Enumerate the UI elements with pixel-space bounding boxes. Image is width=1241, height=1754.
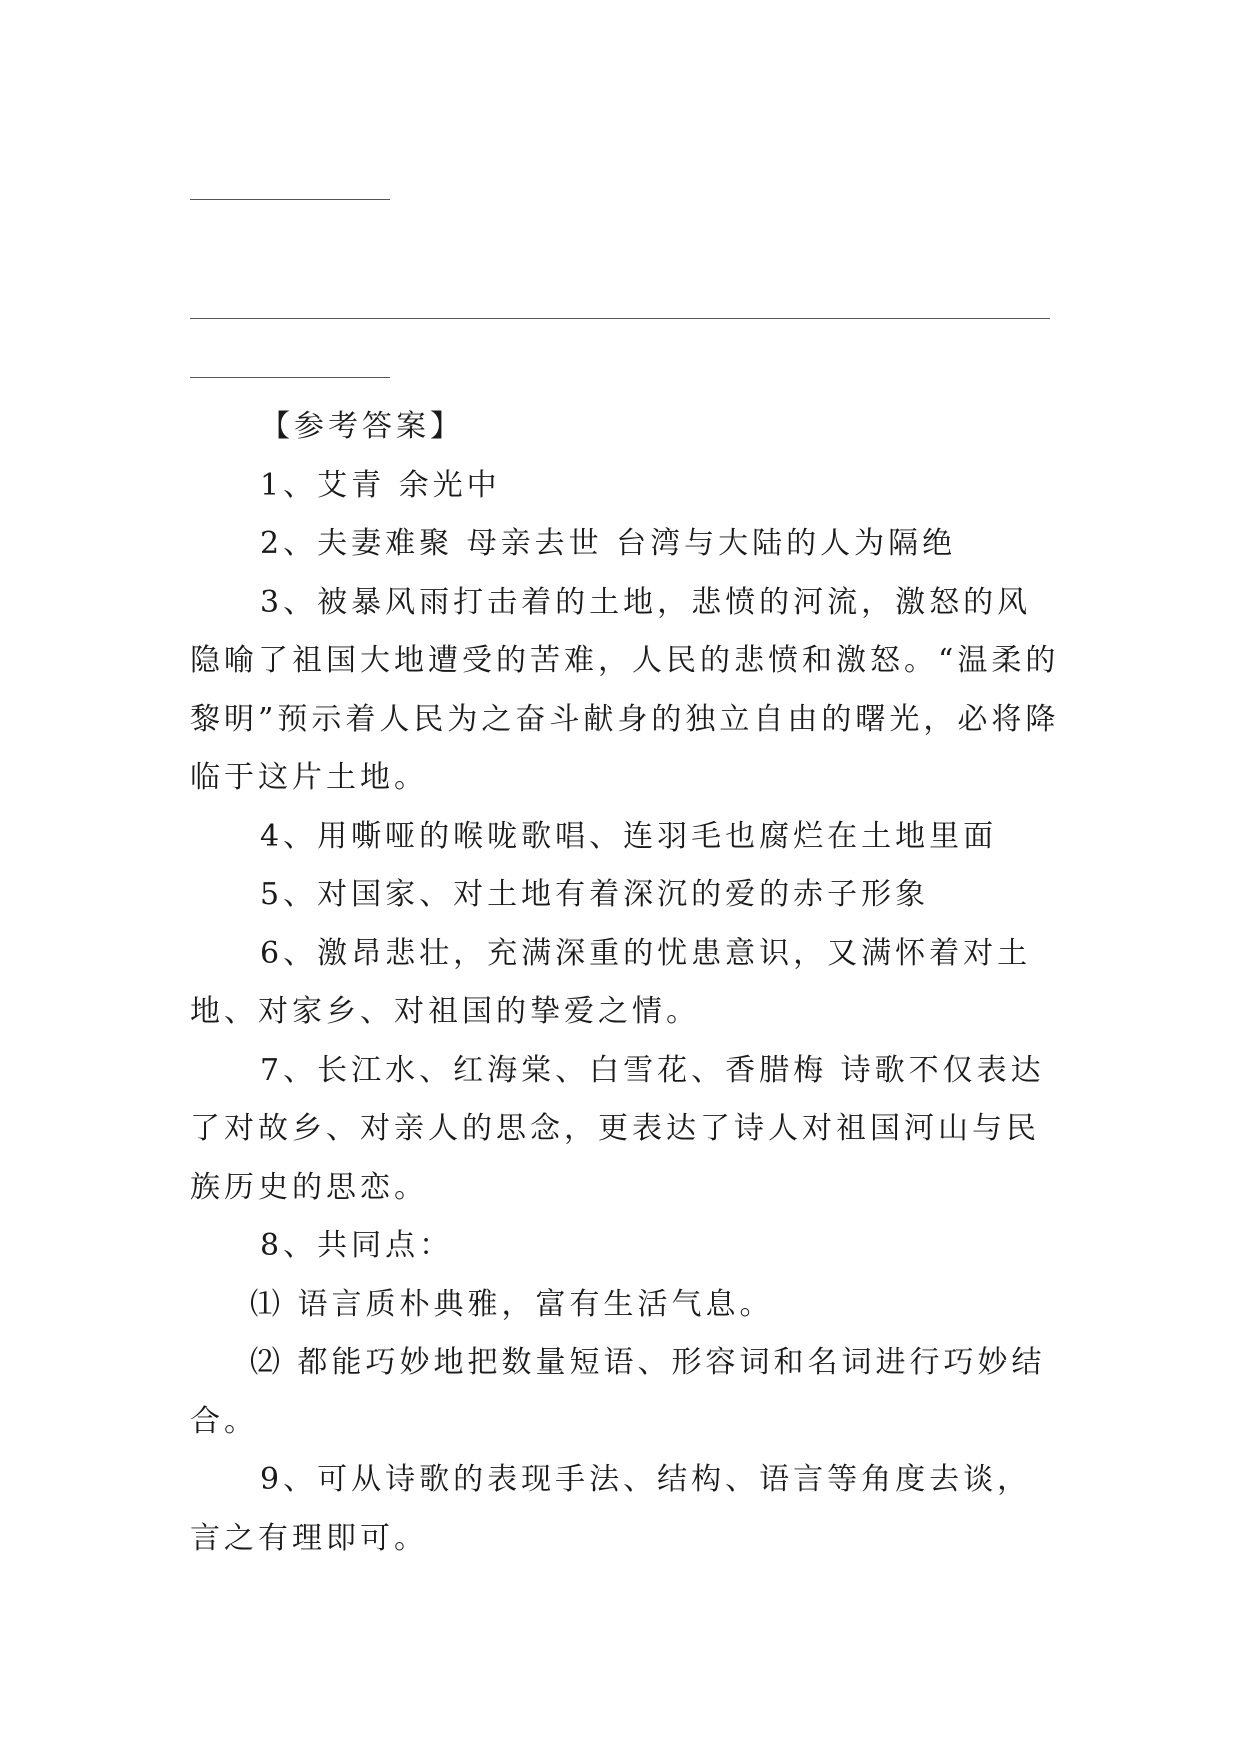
answer-heading: 【参考答案】 <box>260 409 464 444</box>
blank-line-1 <box>190 199 390 200</box>
answer-7: 7、长江水、红海棠、白雪花、香腊梅 诗歌不仅表达了对故乡、对亲人的思念，更表达了诗人对祖国河山与民族历史的思恋。 <box>190 1052 1045 1205</box>
answer-6: 6、激昂悲壮，充满深重的忧患意识，又满怀着对土地、对家乡、对祖国的挚爱之情。 <box>190 935 1032 1029</box>
answer-section <box>190 398 1060 1568</box>
answer-8: 8、共同点： <box>260 1228 454 1263</box>
sub-point-1: ⑴ 语言质朴典雅，富有生活气息。 <box>250 1286 774 1322</box>
blank-line-2 <box>190 318 1050 319</box>
answer-4: 4、用嘶哑的喉咙歌唱、连羽毛也腐烂在土地里面 <box>260 818 998 854</box>
blank-line-3 <box>190 377 390 378</box>
answer-5: 5、对国家、对土地有着深沉的爱的赤子形象 <box>260 877 930 912</box>
answer-9: 9、可从诗歌的表现手法、结构、语言等角度去谈，言之有理即可。 <box>190 1462 1032 1556</box>
answer-3: 3、被暴风雨打击着的土地，悲愤的河流，激怒的风隐喻了祖国大地遭受的苦难，人民的悲愤和激怒。“温柔的黎明”预示着人民为之奋斗献身的独立自由的曙光，必将降临于这片土地。 <box>190 584 1060 795</box>
sub-point-2: ⑵ 都能巧妙地把数量短语、形容词和名词进行巧妙结合。 <box>190 1345 1046 1439</box>
answer-2: 2、夫妻难聚 母亲去世 台湾与大陆的人为隔绝 <box>260 526 957 561</box>
answer-1: 1、艾青 余光中 <box>260 467 501 503</box>
